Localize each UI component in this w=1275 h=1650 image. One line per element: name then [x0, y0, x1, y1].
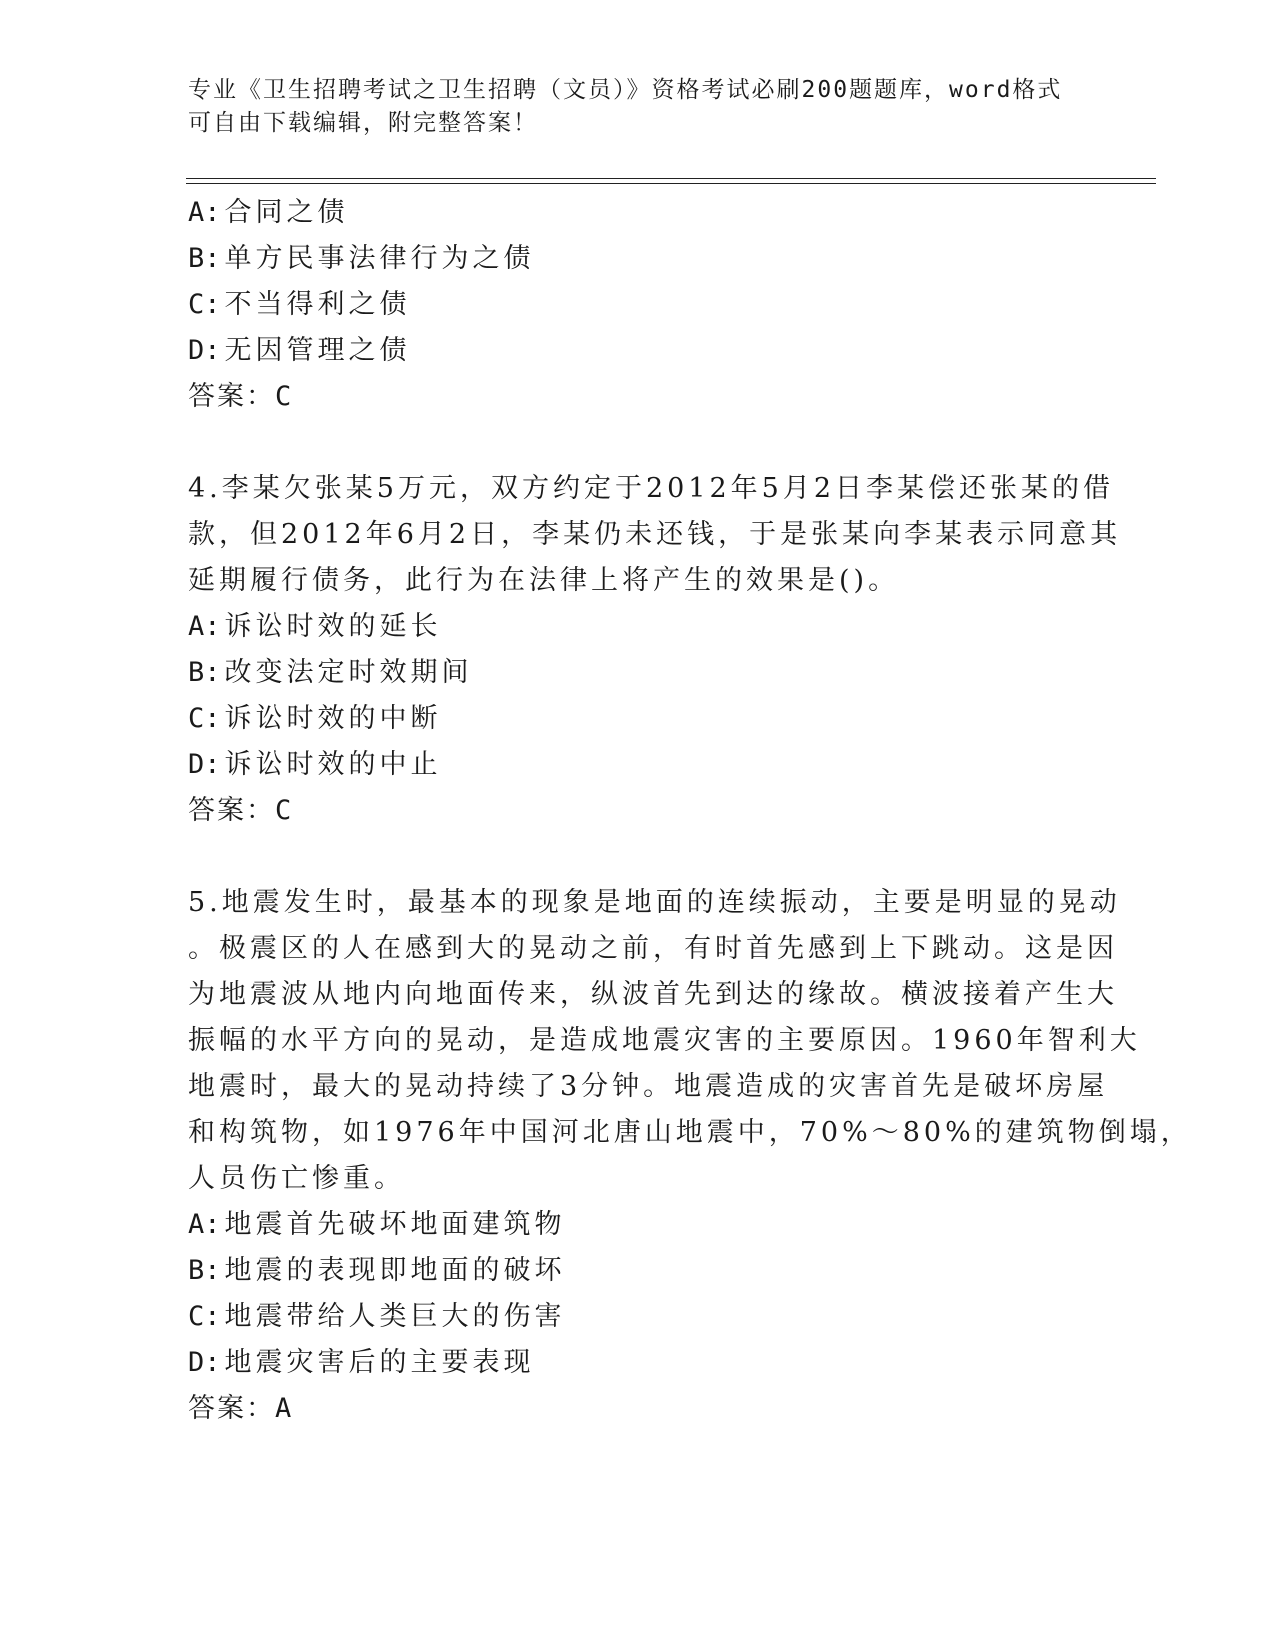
question-stem-line: 振幅的水平方向的晃动，是造成地震灾害的主要原因。1960年智利大: [188, 1025, 1141, 1056]
question-stem-line: 延期履行债务，此行为在法律上将产生的效果是()。: [188, 565, 900, 596]
option-c: C: 地震带给人类巨大的伤害: [188, 1301, 566, 1332]
option-c: C: 不当得利之债: [188, 289, 411, 320]
header-divider-bottom: [186, 183, 1156, 184]
option-c: C: 诉讼时效的中断: [188, 703, 442, 734]
answer-line: 答案：C: [188, 795, 294, 826]
option-b: B: 单方民事法律行为之债: [188, 243, 535, 274]
document-header: [188, 74, 1088, 140]
option-a: A: 地震首先破坏地面建筑物: [188, 1209, 566, 1240]
answer-line: 答案：C: [188, 381, 294, 412]
option-d: D: 无因管理之债: [188, 335, 411, 366]
question-stem-line: 款，但2012年6月2日，李某仍未还钱，于是张某向李某表示同意其: [188, 519, 1122, 550]
option-b: B: 改变法定时效期间: [188, 657, 473, 688]
header-line-2: 可自由下载编辑，附完整答案！: [188, 110, 538, 136]
option-d: D: 诉讼时效的中止: [188, 749, 442, 780]
question-5: [188, 880, 1192, 1432]
option-d: D: 地震灾害后的主要表现: [188, 1347, 535, 1378]
question-stem-line: 为地震波从地内向地面传来，纵波首先到达的缘故。横波接着产生大: [188, 979, 1118, 1010]
question-stem-line: 和构筑物，如1976年中国河北唐山地震中，70%～80%的建筑物倒塌，: [188, 1117, 1192, 1148]
question-3: [188, 190, 1088, 420]
question-stem-line: 人员伤亡惨重。: [188, 1163, 405, 1194]
question-list: [188, 190, 1192, 1432]
header-line-1: 专业《卫生招聘考试之卫生招聘（文员）》资格考试必刷200题题库，word格式: [188, 77, 1063, 103]
header-divider-top: [186, 178, 1156, 179]
answer-line: 答案：A: [188, 1393, 294, 1424]
option-b: B: 地震的表现即地面的破坏: [188, 1255, 566, 1286]
option-a: A: 合同之债: [188, 197, 349, 228]
question-4: [188, 466, 1122, 834]
question-stem-line: 地震时，最大的晃动持续了3分钟。地震造成的灾害首先是破坏房屋: [188, 1071, 1109, 1102]
question-stem-line: 5.地震发生时，最基本的现象是地面的连续振动，主要是明显的晃动: [188, 887, 1121, 918]
question-stem-line: 。极震区的人在感到大的晃动之前，有时首先感到上下跳动。这是因: [188, 933, 1118, 964]
question-stem-line: 4.李某欠张某5万元，双方约定于2012年5月2日李某偿还张某的借: [188, 473, 1115, 504]
option-a: A: 诉讼时效的延长: [188, 611, 442, 642]
